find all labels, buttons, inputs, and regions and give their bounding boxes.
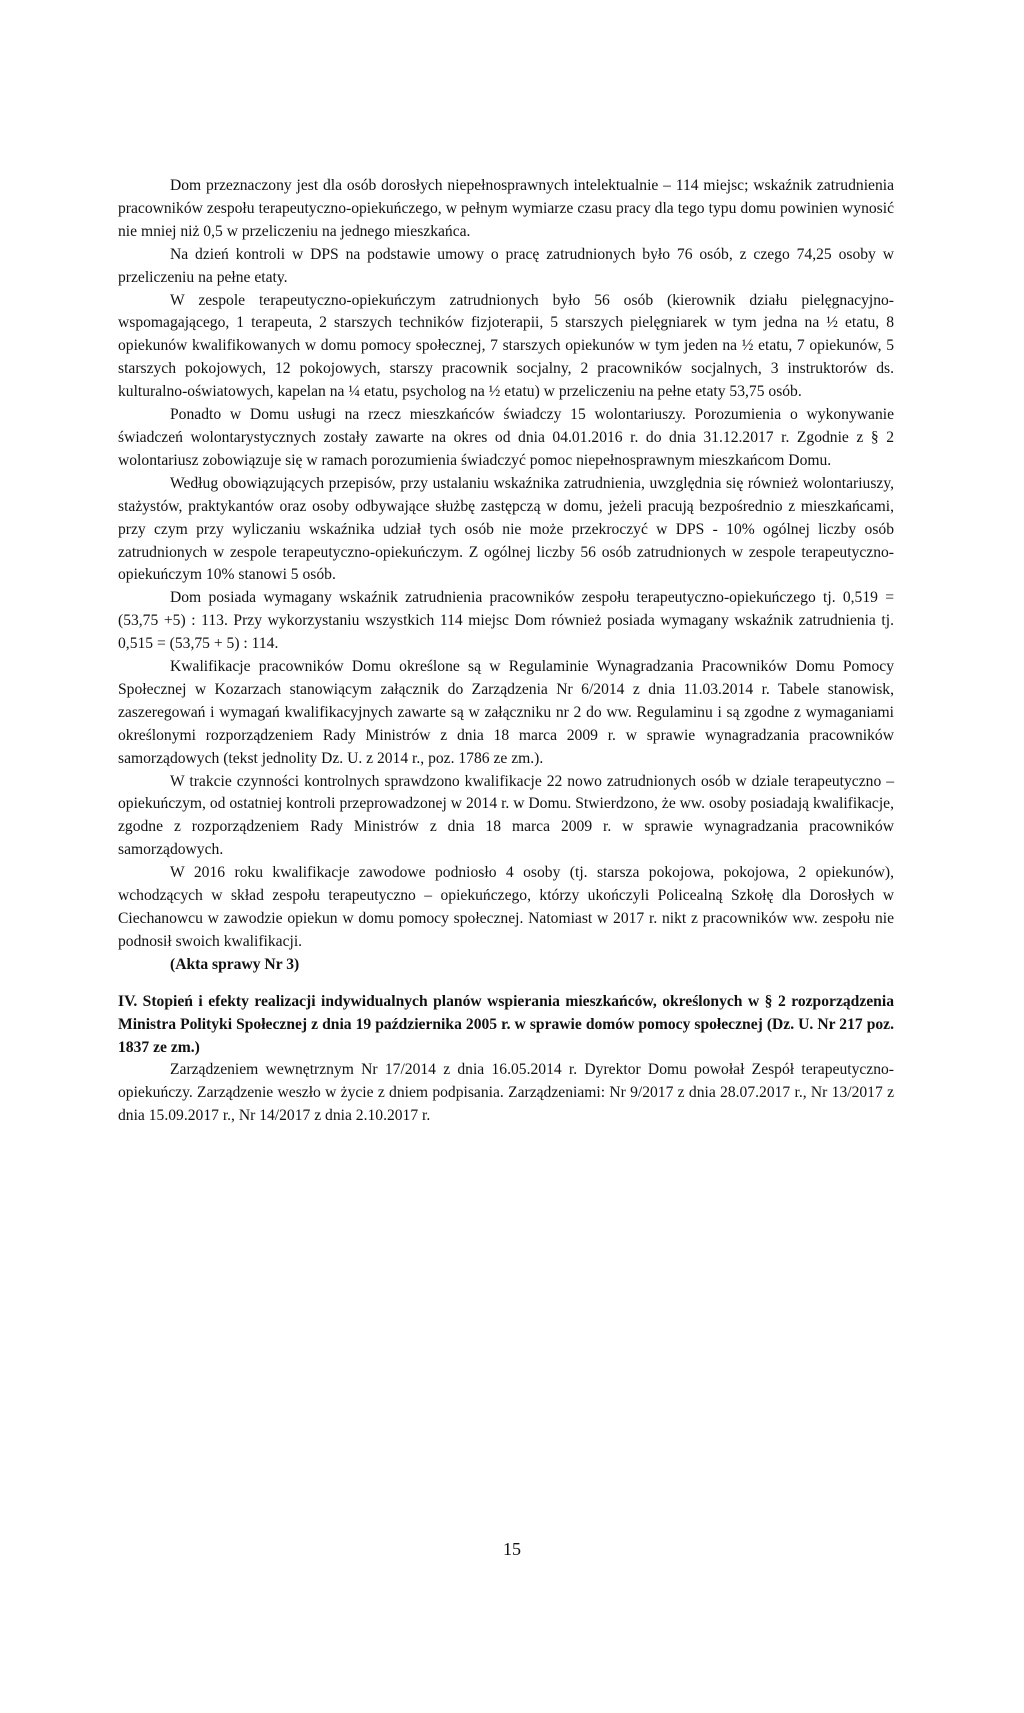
body-text <box>118 175 894 1128</box>
page-number: 15 <box>503 1539 521 1559</box>
paragraph-training: W 2016 roku kwalifikacje zawodowe podniosło 4 osoby (tj. starsza pokojowa, pokojowa, 2 opiekunów), wchodzących w skład zespołu terapeutyczno – opiekuńczego, którzy ukończyli Policealną Szkołę dla Dorosłych w Ciechanowcu w zawodzie opiekun w domu pomocy społecznej. Natomiast w 2017 r. nikt z pracowników ww. zespołu nie podnosił swoich kwalifikacji. <box>118 864 894 950</box>
paragraph-employment-ratio: Dom posiada wymagany wskaźnik zatrudnienia pracowników zespołu terapeutyczno-opiekuńczego tj. 0,519 = (53,75 +5) : 113. Przy wykorzystaniu wszystkich 114 miejsc Dom również posiada wymagany wskaźnik zatrudnienia tj. 0,515 = (53,75 + 5) : 114. <box>118 589 894 653</box>
paragraph-volunteers: Ponadto w Domu usługi na rzecz mieszkańców świadczy 15 wolontariuszy. Porozumienia o wykonywanie świadczeń wolontarystycznych zostały zawarte na okres od dnia 04.01.2016 r. do dnia 31.12.2017 r. Zgodnie z § 2 wolontariusz zobowiązuje się w ramach porozumienia świadczyć pomoc niepełnosprawnym mieszkańcom Domu. <box>118 406 894 469</box>
paragraph-employment-count: Na dzień kontroli w DPS na podstawie umowy o pracę zatrudnionych było 76 osób, z czego 74,25 osoby w przeliczeniu na pełne etaty. <box>118 245 894 286</box>
paragraph-places: Dom przeznaczony jest dla osób dorosłych niepełnosprawnych intelektualnie – 114 miejsc; wskaźnik zatrudnienia pracowników zespołu terapeutyczno-opiekuńczego, w pełnym wymiarze czasu pracy dla tego typu domu powinien wynosić nie mniej niż 0,5 w przeliczeniu na jednego mieszkańca. <box>118 177 894 240</box>
file-reference: (Akta sprawy Nr 3) <box>170 955 300 973</box>
paragraph-qualifications: Kwalifikacje pracowników Domu określone są w Regulaminie Wynagradzania Pracowników Domu Pomocy Społecznej w Kozarzach stanowiącym załącznik do Zarządzenia Nr 6/2014 z dnia 11.03.2014 r. Tabele stanowisk, zaszeregowań i wymagań kwalifikacyjnych zawarte są w załączniku nr 2 do ww. Regulaminu i są zgodne z wymaganiami określonymi rozporządzeniem Rady Ministrów z dnia 18 marca 2009 r. w sprawie wynagradzania pracowników samorządowych (tekst jednolity Dz. U. z 2014 r., poz. 1786 ze zm.). <box>118 658 894 767</box>
paragraph-new-employees: W trakcie czynności kontrolnych sprawdzono kwalifikacje 22 nowo zatrudnionych osób w dziale terapeutyczno – opiekuńczym, od ostatniej kontroli przeprowadzonej w 2014 r. w Domu. Stwierdzono, że ww. osoby posiadają kwalifikacje, zgodne z rozporządzeniem Rady Ministrów z dnia 18 marca 2009 r. w sprawie wynagradzania pracowników samorządowych. <box>118 772 894 859</box>
section-paragraph: Zarządzeniem wewnętrznym Nr 17/2014 z dnia 16.05.2014 r. Dyrektor Domu powołał Zespół terapeutyczno-opiekuńczy. Zarządzenie weszło w życie z dniem podpisania. Zarządzeniami: Nr 9/2017 z dnia 28.07.2017 r., Nr 13/2017 z dnia 15.09.2017 r., Nr 14/2017 z dnia 2.10.2017 r. <box>118 1061 894 1125</box>
paragraph-regulations: Według obowiązujących przepisów, przy ustalaniu wskaźnika zatrudnienia, uwzględnia się również wolontariuszy, stażystów, praktykantów oraz osoby odbywające służbę zastępczą w domu, jeżeli pracują bezpośrednio z mieszkańcami, przy czym przy wyliczaniu wskaźnika udział tych osób nie może przekroczyć w DPS - 10% ogólnej liczby osób zatrudnionych w zespole terapeutyczno-opiekuńczym. Z ogólnej liczby 56 osób zatrudnionych w zespole terapeutyczno-opiekuńczym 10% stanowi 5 osób. <box>118 474 894 584</box>
paragraph-therapeutic-team: W zespole terapeutyczno-opiekuńczym zatrudnionych było 56 osób (kierownik działu pielęgnacyjno-wspomagającego, 1 terapeuta, 2 starszych techników fizjoterapii, 5 starszych pielęgniarek w tym jedna na ½ etatu, 8 opiekunów kwalifikowanych w domu pomocy społecznej, 7 starszych opiekunów w tym jeden na ½ etatu, 7 opiekunów, 5 starszych pokojowych, 12 pokojowych, starszy pracownik socjalny, 2 pracowników socjalnych, 3 instruktorów ds. kulturalno-oświatowych, kapelan na ¼ etatu, psycholog na ½ etatu) w przeliczeniu na pełne etaty 53,75 osób. <box>118 291 894 401</box>
section-heading: IV. Stopień i efekty realizacji indywidualnych planów wspierania mieszkańców, określonych w § 2 rozporządzenia Ministra Polityki Społecznej z dnia 19 października 2005 r. w sprawie domów pomocy społecznej (Dz. U. Nr 217 poz. 1837 ze zm.) <box>118 992 894 1056</box>
section-iv <box>118 991 894 1128</box>
